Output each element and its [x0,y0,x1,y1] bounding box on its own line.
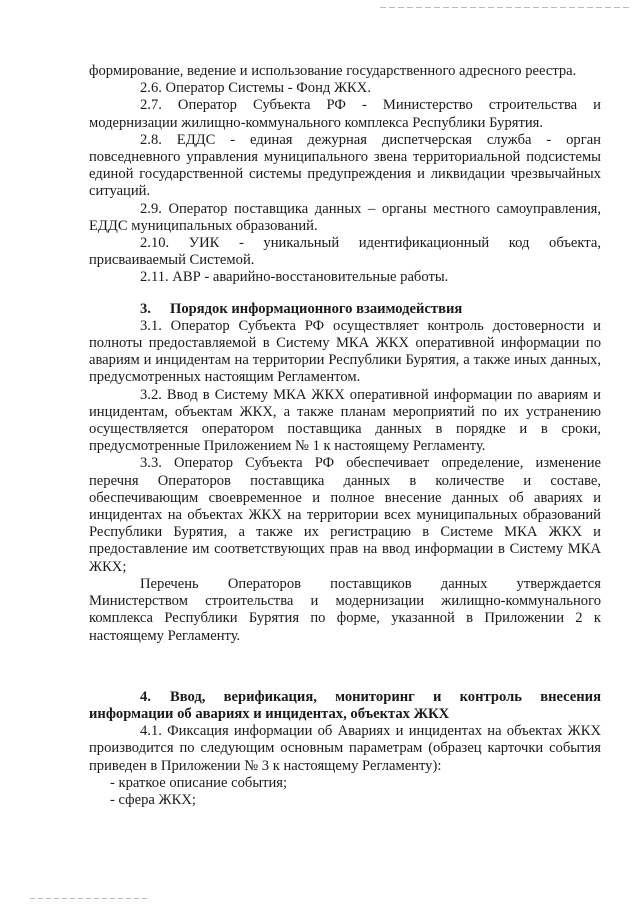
item-2-6: 2.6. Оператор Системы - Фонд ЖКХ. [140,80,371,97]
item-3-3: 3.3. Оператор Субъекта РФ обеспечивает определение, изменение перечня Операторов поставщика данных в количестве и составе, обеспечивающим своевременное и полное внесение данных об авариях и инцидентах на объектах ЖКХ на территории всех муниципальных образований Республики Бурятия, а также их регистрацию в Системе МКА ЖКХ и предоставление им соответствующих прав на ввод информации в Систему МКА ЖКХ; [89,455,601,575]
item-2-9: 2.9. Оператор поставщика данных – органы местного самоуправления, ЕДДС муниципальных образований. [89,200,601,234]
item-2-8: 2.8. ЕДДС - единая дежурная диспетчерская служба - орган повседневного управления муниципального звена территориальной подсистемы единой государственной системы предупреждения и ликвидации чрезвычайных ситуаций. [89,131,601,200]
item-2-11: 2.11. АВР - аварийно-восстановительные работы. [140,269,449,286]
item-3-1: 3.1. Оператор Субъекта РФ осуществляет контроль достоверности и полноты предоставляемой в Систему МКА ЖКХ оперативной информации по авариям и инцидентам на территории Республики Бурятия, а также иных данных, предусмотренных настоящим Регламентом. [89,317,601,386]
list-item-short-description: - краткое описание события; [110,774,288,791]
item-2-10: 2.10. УИК - уникальный идентификационный код объекта, присваиваемый Системой. [89,235,601,269]
scan-artifact-top [380,7,630,8]
item-3-2: 3.2. Ввод в Систему МКА ЖКХ оперативной информации по авариям и инцидентам, объектам ЖКХ, а также планам мероприятий по их устранению осуществляется оператором поставщика данных в порядке и в сроки, предусмотренные Приложением № 1 к настоящему Регламенту. [89,386,601,455]
section-4-heading [89,689,601,723]
paragraph-intro-continuation: формирование, ведение и использование государственного адресного реестра. [89,63,577,79]
paragraph-operators-list: Перечень Операторов поставщиков данных утверждается Министерством строительства и модернизации жилищно-коммунального комплекса Республики Бурятия по форме, указанной в Приложении 2 к настоящему Регламенту. [89,575,601,644]
section-3-title: Порядок информационного взаимодействия [170,300,463,317]
scan-artifact-bottom [30,898,150,899]
section-3-number: 3. [140,300,151,317]
list-item-housing-sphere: - сфера ЖКХ; [110,791,196,808]
spacer [89,645,601,689]
document-body [89,63,601,809]
item-2-7: 2.7. Оператор Субъекта РФ - Министерство строительства и модернизации жилищно-коммунального комплекса Республики Бурятия. [89,97,601,131]
section-4-number: 4. [140,688,151,705]
section-3-heading [89,301,601,318]
section-4-title: Ввод, верификация, мониторинг и контроль внесения информации об авариях и инцидентах, объектах ЖКХ [89,688,601,722]
spacer [89,287,601,301]
item-4-1: 4.1. Фиксация информации об Авариях и инцидентах на объектах ЖКХ производится по следующим основным параметрам (образец карточки события приведен в Приложении № 3 к настоящему Регламенту): [89,723,601,774]
